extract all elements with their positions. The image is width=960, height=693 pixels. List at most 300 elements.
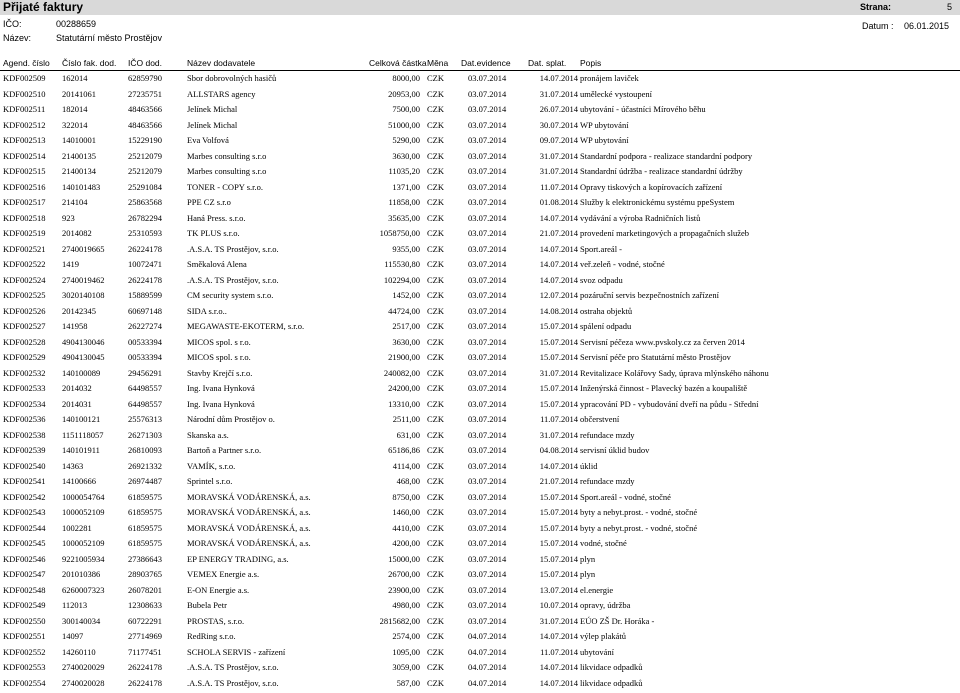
cell-agend-cislo: KDF002553 xyxy=(3,662,60,672)
cell-popis: Servisní péče pro Statutární město Prostějov xyxy=(580,352,958,362)
cell-nazev-dodavatele: Stavby Krejčí s.r.o. xyxy=(187,368,337,378)
table-row xyxy=(0,538,960,554)
cell-dat-evidence: 03.07.2014 xyxy=(468,104,520,114)
cell-celkova-castka: 8750,00 xyxy=(340,492,420,502)
cell-agend-cislo: KDF002516 xyxy=(3,182,60,192)
cell-nazev-dodavatele: TK PLUS s.r.o. xyxy=(187,228,337,238)
col-dat-splat: Dat. splat. xyxy=(528,58,566,69)
cell-agend-cislo: KDF002547 xyxy=(3,569,60,579)
cell-dat-evidence: 03.07.2014 xyxy=(468,461,520,471)
cell-mena: CZK xyxy=(427,259,459,269)
cell-ico-dod: 26810093 xyxy=(128,445,185,455)
ico-value: 00288659 xyxy=(56,19,96,30)
page-number: 5 xyxy=(947,0,952,15)
cell-nazev-dodavatele: MORAVSKÁ VODÁRENSKÁ, a.s. xyxy=(187,523,337,533)
cell-dat-evidence: 03.07.2014 xyxy=(468,213,520,223)
table-row xyxy=(0,631,960,647)
cell-dat-evidence: 03.07.2014 xyxy=(468,445,520,455)
cell-dat-evidence: 03.07.2014 xyxy=(468,244,520,254)
cell-nazev-dodavatele: Sprintel s.r.o. xyxy=(187,476,337,486)
cell-cislo-fak: 322014 xyxy=(62,120,126,130)
cell-agend-cislo: KDF002551 xyxy=(3,631,60,641)
cell-agend-cislo: KDF002528 xyxy=(3,337,60,347)
cell-dat-evidence: 03.07.2014 xyxy=(468,337,520,347)
table-row xyxy=(0,213,960,229)
cell-dat-evidence: 03.07.2014 xyxy=(468,523,520,533)
cell-nazev-dodavatele: Jelínek Michal xyxy=(187,120,337,130)
cell-nazev-dodavatele: Sbor dobrovolných hasičů xyxy=(187,73,337,83)
cell-dat-splat: 31.07.2014 xyxy=(528,89,578,99)
cell-dat-evidence: 03.07.2014 xyxy=(468,321,520,331)
cell-cislo-fak: 140101911 xyxy=(62,445,126,455)
cell-celkova-castka: 51000,00 xyxy=(340,120,420,130)
cell-agend-cislo: KDF002544 xyxy=(3,523,60,533)
table-row xyxy=(0,600,960,616)
table-row xyxy=(0,228,960,244)
cell-popis: plyn xyxy=(580,569,958,579)
cell-nazev-dodavatele: MORAVSKÁ VODÁRENSKÁ, a.s. xyxy=(187,538,337,548)
cell-cislo-fak: 14010001 xyxy=(62,135,126,145)
ico-label: IČO: xyxy=(3,19,22,30)
cell-dat-splat: 15.07.2014 xyxy=(528,383,578,393)
column-header-row xyxy=(0,58,960,69)
cell-dat-splat: 31.07.2014 xyxy=(528,368,578,378)
cell-dat-evidence: 03.07.2014 xyxy=(468,259,520,269)
cell-agend-cislo: KDF002513 xyxy=(3,135,60,145)
cell-nazev-dodavatele: Národní dům Prostějov o. xyxy=(187,414,337,424)
cell-cislo-fak: 1151118057 xyxy=(62,430,126,440)
cell-nazev-dodavatele: VEMEX Energie a.s. xyxy=(187,569,337,579)
cell-dat-splat: 14.07.2014 xyxy=(528,259,578,269)
cell-popis: plyn xyxy=(580,554,958,564)
cell-ico-dod: 64498557 xyxy=(128,399,185,409)
cell-dat-splat: 11.07.2014 xyxy=(528,182,578,192)
cell-agend-cislo: KDF002511 xyxy=(3,104,60,114)
cell-dat-evidence: 03.07.2014 xyxy=(468,151,520,161)
col-cislo-fak: Číslo fak. dod. xyxy=(62,58,116,69)
cell-popis: svoz odpadu xyxy=(580,275,958,285)
cell-popis: úklid xyxy=(580,461,958,471)
cell-celkova-castka: 587,00 xyxy=(340,678,420,688)
cell-dat-splat: 31.07.2014 xyxy=(528,430,578,440)
cell-dat-evidence: 03.07.2014 xyxy=(468,585,520,595)
table-row xyxy=(0,244,960,260)
cell-cislo-fak: 2014032 xyxy=(62,383,126,393)
cell-popis: WP ubytování xyxy=(580,120,958,130)
cell-dat-evidence: 03.07.2014 xyxy=(468,228,520,238)
cell-mena: CZK xyxy=(427,337,459,347)
report-title-bar xyxy=(0,0,960,15)
cell-ico-dod: 12308633 xyxy=(128,600,185,610)
cell-celkova-castka: 13310,00 xyxy=(340,399,420,409)
cell-mena: CZK xyxy=(427,151,459,161)
cell-cislo-fak: 21400135 xyxy=(62,151,126,161)
cell-dat-evidence: 03.07.2014 xyxy=(468,600,520,610)
cell-ico-dod: 48463566 xyxy=(128,120,185,130)
cell-nazev-dodavatele: ALLSTARS agency xyxy=(187,89,337,99)
cell-cislo-fak: 112013 xyxy=(62,600,126,610)
cell-celkova-castka: 21900,00 xyxy=(340,352,420,362)
cell-dat-evidence: 03.07.2014 xyxy=(468,182,520,192)
cell-agend-cislo: KDF002549 xyxy=(3,600,60,610)
cell-dat-splat: 11.07.2014 xyxy=(528,414,578,424)
cell-agend-cislo: KDF002532 xyxy=(3,368,60,378)
cell-dat-splat: 09.07.2014 xyxy=(528,135,578,145)
cell-agend-cislo: KDF002543 xyxy=(3,507,60,517)
cell-popis: spálení odpadu xyxy=(580,321,958,331)
cell-popis: vodné, stočné xyxy=(580,538,958,548)
table-row xyxy=(0,585,960,601)
cell-mena: CZK xyxy=(427,616,459,626)
cell-dat-splat: 14.07.2014 xyxy=(528,662,578,672)
cell-dat-splat: 14.07.2014 xyxy=(528,73,578,83)
cell-popis: byty a nebyt.prost. - vodné, stočné xyxy=(580,507,958,517)
cell-cislo-fak: 6260007323 xyxy=(62,585,126,595)
cell-ico-dod: 60697148 xyxy=(128,306,185,316)
cell-celkova-castka: 20953,00 xyxy=(340,89,420,99)
cell-agend-cislo: KDF002546 xyxy=(3,554,60,564)
cell-dat-evidence: 04.07.2014 xyxy=(468,662,520,672)
cell-popis: WP ubytování xyxy=(580,135,958,145)
cell-celkova-castka: 2517,00 xyxy=(340,321,420,331)
cell-nazev-dodavatele: EP ENERGY TRADING, a.s. xyxy=(187,554,337,564)
cell-mena: CZK xyxy=(427,228,459,238)
cell-cislo-fak: 140100121 xyxy=(62,414,126,424)
col-dat-evidence: Dat.evidence xyxy=(461,58,511,69)
cell-nazev-dodavatele: PPE CZ s.r.o xyxy=(187,197,337,207)
cell-agend-cislo: KDF002521 xyxy=(3,244,60,254)
cell-dat-evidence: 03.07.2014 xyxy=(468,383,520,393)
cell-cislo-fak: 9221005934 xyxy=(62,554,126,564)
cell-cislo-fak: 2740020029 xyxy=(62,662,126,672)
cell-dat-splat: 15.07.2014 xyxy=(528,337,578,347)
cell-popis: vydávání a výroba Radničních listů xyxy=(580,213,958,223)
cell-agend-cislo: KDF002554 xyxy=(3,678,60,688)
cell-cislo-fak: 140100089 xyxy=(62,368,126,378)
cell-agend-cislo: KDF002526 xyxy=(3,306,60,316)
cell-agend-cislo: KDF002529 xyxy=(3,352,60,362)
cell-popis: Sport.areál - xyxy=(580,244,958,254)
cell-celkova-castka: 4200,00 xyxy=(340,538,420,548)
cell-cislo-fak: 923 xyxy=(62,213,126,223)
cell-celkova-castka: 240082,00 xyxy=(340,368,420,378)
cell-popis: veř.zeleň - vodné, stočné xyxy=(580,259,958,269)
cell-dat-evidence: 04.07.2014 xyxy=(468,678,520,688)
cell-dat-evidence: 03.07.2014 xyxy=(468,430,520,440)
cell-mena: CZK xyxy=(427,73,459,83)
cell-cislo-fak: 2014082 xyxy=(62,228,126,238)
cell-mena: CZK xyxy=(427,399,459,409)
cell-dat-evidence: 03.07.2014 xyxy=(468,616,520,626)
cell-popis: Revitalizace Kolářovy Sady, úprava mlýnského náhonu xyxy=(580,368,958,378)
cell-dat-evidence: 03.07.2014 xyxy=(468,368,520,378)
cell-agend-cislo: KDF002534 xyxy=(3,399,60,409)
cell-popis: Služby k elektronickému systému ppeSystem xyxy=(580,197,958,207)
cell-mena: CZK xyxy=(427,538,459,548)
cell-mena: CZK xyxy=(427,213,459,223)
header-rule xyxy=(0,70,960,71)
cell-celkova-castka: 468,00 xyxy=(340,476,420,486)
cell-ico-dod: 26224178 xyxy=(128,244,185,254)
col-popis: Popis xyxy=(580,58,601,69)
cell-nazev-dodavatele: PROSTAS, s.r.o. xyxy=(187,616,337,626)
table-row xyxy=(0,321,960,337)
cell-dat-evidence: 03.07.2014 xyxy=(468,414,520,424)
cell-ico-dod: 27235751 xyxy=(128,89,185,99)
cell-nazev-dodavatele: CM security system s.r.o. xyxy=(187,290,337,300)
cell-dat-evidence: 03.07.2014 xyxy=(468,135,520,145)
cell-mena: CZK xyxy=(427,352,459,362)
cell-dat-evidence: 03.07.2014 xyxy=(468,197,520,207)
cell-nazev-dodavatele: Směkalová Alena xyxy=(187,259,337,269)
cell-celkova-castka: 102294,00 xyxy=(340,275,420,285)
cell-popis: provedení marketingových a propagačních služeb xyxy=(580,228,958,238)
cell-dat-splat: 15.07.2014 xyxy=(528,569,578,579)
cell-celkova-castka: 115530,80 xyxy=(340,259,420,269)
cell-agend-cislo: KDF002519 xyxy=(3,228,60,238)
cell-agend-cislo: KDF002541 xyxy=(3,476,60,486)
cell-dat-splat: 13.07.2014 xyxy=(528,585,578,595)
cell-ico-dod: 25291084 xyxy=(128,182,185,192)
cell-cislo-fak: 1002281 xyxy=(62,523,126,533)
cell-popis: Sport.areál - vodné, stočné xyxy=(580,492,958,502)
cell-dat-splat: 15.07.2014 xyxy=(528,507,578,517)
cell-nazev-dodavatele: Skanska a.s. xyxy=(187,430,337,440)
cell-ico-dod: 25576313 xyxy=(128,414,185,424)
cell-popis: ubytování xyxy=(580,647,958,657)
cell-ico-dod: 26224178 xyxy=(128,678,185,688)
cell-nazev-dodavatele: Bartoň a Partner s.r.o. xyxy=(187,445,337,455)
cell-celkova-castka: 4410,00 xyxy=(340,523,420,533)
cell-ico-dod: 48463566 xyxy=(128,104,185,114)
cell-agend-cislo: KDF002542 xyxy=(3,492,60,502)
cell-cislo-fak: 1419 xyxy=(62,259,126,269)
cell-dat-splat: 12.07.2014 xyxy=(528,290,578,300)
cell-agend-cislo: KDF002515 xyxy=(3,166,60,176)
cell-dat-splat: 04.08.2014 xyxy=(528,445,578,455)
cell-dat-evidence: 04.07.2014 xyxy=(468,631,520,641)
cell-cislo-fak: 20141061 xyxy=(62,89,126,99)
cell-nazev-dodavatele: E-ON Energie a.s. xyxy=(187,585,337,595)
cell-nazev-dodavatele: MICOS spol. s r.o. xyxy=(187,337,337,347)
cell-celkova-castka: 2574,00 xyxy=(340,631,420,641)
cell-nazev-dodavatele: RedRing s.r.o. xyxy=(187,631,337,641)
table-row xyxy=(0,89,960,105)
cell-dat-evidence: 03.07.2014 xyxy=(468,569,520,579)
cell-cislo-fak: 140101483 xyxy=(62,182,126,192)
cell-celkova-castka: 1452,00 xyxy=(340,290,420,300)
cell-mena: CZK xyxy=(427,476,459,486)
cell-mena: CZK xyxy=(427,662,459,672)
cell-cislo-fak: 14100666 xyxy=(62,476,126,486)
cell-nazev-dodavatele: .A.S.A. TS Prostějov, s.r.o. xyxy=(187,662,337,672)
cell-dat-evidence: 03.07.2014 xyxy=(468,275,520,285)
cell-popis: Opravy tiskových a kopírovacích zařízení xyxy=(580,182,958,192)
table-row xyxy=(0,368,960,384)
cell-dat-evidence: 03.07.2014 xyxy=(468,89,520,99)
cell-cislo-fak: 3020140108 xyxy=(62,290,126,300)
cell-cislo-fak: 201010386 xyxy=(62,569,126,579)
col-agend-cislo: Agend. číslo xyxy=(3,58,50,69)
table-row xyxy=(0,73,960,89)
cell-mena: CZK xyxy=(427,678,459,688)
cell-mena: CZK xyxy=(427,104,459,114)
cell-ico-dod: 61859575 xyxy=(128,538,185,548)
cell-celkova-castka: 3059,00 xyxy=(340,662,420,672)
cell-cislo-fak: 2014031 xyxy=(62,399,126,409)
cell-dat-evidence: 03.07.2014 xyxy=(468,166,520,176)
cell-ico-dod: 26227274 xyxy=(128,321,185,331)
cell-dat-splat: 10.07.2014 xyxy=(528,600,578,610)
cell-mena: CZK xyxy=(427,306,459,316)
cell-ico-dod: 25212079 xyxy=(128,151,185,161)
table-row xyxy=(0,166,960,182)
table-row xyxy=(0,259,960,275)
col-mena: Měna xyxy=(427,58,448,69)
cell-popis: Inženýrská činnost - Plavecký bazén a koupaliště xyxy=(580,383,958,393)
datum-label: Datum : xyxy=(862,21,894,32)
cell-ico-dod: 61859575 xyxy=(128,492,185,502)
cell-dat-evidence: 03.07.2014 xyxy=(468,554,520,564)
cell-mena: CZK xyxy=(427,445,459,455)
cell-cislo-fak: 21400134 xyxy=(62,166,126,176)
cell-ico-dod: 61859575 xyxy=(128,507,185,517)
cell-cislo-fak: 1000052109 xyxy=(62,538,126,548)
cell-ico-dod: 29456291 xyxy=(128,368,185,378)
cell-celkova-castka: 65186,86 xyxy=(340,445,420,455)
cell-dat-evidence: 03.07.2014 xyxy=(468,476,520,486)
cell-ico-dod: 00533394 xyxy=(128,337,185,347)
table-row xyxy=(0,352,960,368)
cell-agend-cislo: KDF002552 xyxy=(3,647,60,657)
cell-agend-cislo: KDF002540 xyxy=(3,461,60,471)
cell-ico-dod: 26974487 xyxy=(128,476,185,486)
cell-agend-cislo: KDF002536 xyxy=(3,414,60,424)
nazev-value: Statutární město Prostějov xyxy=(56,33,162,44)
cell-popis: ostraha objektů xyxy=(580,306,958,316)
cell-celkova-castka: 9355,00 xyxy=(340,244,420,254)
cell-agend-cislo: KDF002550 xyxy=(3,616,60,626)
cell-dat-splat: 21.07.2014 xyxy=(528,476,578,486)
cell-popis: občerstvení xyxy=(580,414,958,424)
col-ico-dod: IČO dod. xyxy=(128,58,162,69)
cell-popis: Servisní péčeza www.pvskoly.cz za červen 2014 xyxy=(580,337,958,347)
cell-celkova-castka: 11035,20 xyxy=(340,166,420,176)
datum-value: 06.01.2015 xyxy=(904,21,949,32)
cell-mena: CZK xyxy=(427,523,459,533)
cell-cislo-fak: 141958 xyxy=(62,321,126,331)
cell-popis: refundace mzdy xyxy=(580,430,958,440)
table-row xyxy=(0,399,960,415)
cell-ico-dod: 62859790 xyxy=(128,73,185,83)
cell-agend-cislo: KDF002524 xyxy=(3,275,60,285)
cell-ico-dod: 25212079 xyxy=(128,166,185,176)
cell-mena: CZK xyxy=(427,166,459,176)
cell-agend-cislo: KDF002514 xyxy=(3,151,60,161)
table-row xyxy=(0,678,960,693)
cell-nazev-dodavatele: .A.S.A. TS Prostějov, s.r.o. xyxy=(187,275,337,285)
cell-nazev-dodavatele: SIDA s.r.o.. xyxy=(187,306,337,316)
cell-dat-evidence: 03.07.2014 xyxy=(468,306,520,316)
cell-popis: likvidace odpadků xyxy=(580,678,958,688)
cell-cislo-fak: 20142345 xyxy=(62,306,126,316)
cell-mena: CZK xyxy=(427,368,459,378)
cell-ico-dod: 71177451 xyxy=(128,647,185,657)
cell-agend-cislo: KDF002548 xyxy=(3,585,60,595)
cell-mena: CZK xyxy=(427,244,459,254)
cell-dat-splat: 15.07.2014 xyxy=(528,399,578,409)
cell-popis: pozáruční servis bezpečnostních zařízení xyxy=(580,290,958,300)
cell-dat-evidence: 04.07.2014 xyxy=(468,647,520,657)
cell-mena: CZK xyxy=(427,461,459,471)
cell-dat-evidence: 03.07.2014 xyxy=(468,73,520,83)
page-label: Strana: xyxy=(860,0,891,15)
cell-cislo-fak: 14097 xyxy=(62,631,126,641)
cell-ico-dod: 10072471 xyxy=(128,259,185,269)
cell-popis: EÚO ZŠ Dr. Horáka - xyxy=(580,616,958,626)
cell-dat-evidence: 03.07.2014 xyxy=(468,120,520,130)
cell-mena: CZK xyxy=(427,120,459,130)
cell-agend-cislo: KDF002517 xyxy=(3,197,60,207)
cell-dat-splat: 31.07.2014 xyxy=(528,151,578,161)
cell-celkova-castka: 8000,00 xyxy=(340,73,420,83)
cell-nazev-dodavatele: Ing. Ivana Hynková xyxy=(187,399,337,409)
cell-celkova-castka: 3630,00 xyxy=(340,151,420,161)
cell-ico-dod: 26271303 xyxy=(128,430,185,440)
table-row xyxy=(0,616,960,632)
report-title: Přijaté faktury xyxy=(3,0,83,15)
cell-dat-splat: 31.07.2014 xyxy=(528,616,578,626)
cell-nazev-dodavatele: SCHOLA SERVIS - zařízení xyxy=(187,647,337,657)
cell-celkova-castka: 11858,00 xyxy=(340,197,420,207)
cell-cislo-fak: 4904130045 xyxy=(62,352,126,362)
cell-dat-evidence: 03.07.2014 xyxy=(468,352,520,362)
cell-nazev-dodavatele: MICOS spol. s r.o. xyxy=(187,352,337,362)
cell-celkova-castka: 44724,00 xyxy=(340,306,420,316)
cell-mena: CZK xyxy=(427,414,459,424)
cell-popis: Standardní údržba - realizace standardní údržby xyxy=(580,166,958,176)
table-row xyxy=(0,430,960,446)
cell-dat-splat: 15.07.2014 xyxy=(528,554,578,564)
cell-celkova-castka: 23900,00 xyxy=(340,585,420,595)
cell-dat-evidence: 03.07.2014 xyxy=(468,538,520,548)
cell-mena: CZK xyxy=(427,182,459,192)
cell-dat-splat: 15.07.2014 xyxy=(528,523,578,533)
cell-agend-cislo: KDF002522 xyxy=(3,259,60,269)
cell-nazev-dodavatele: Jelínek Michal xyxy=(187,104,337,114)
cell-dat-splat: 15.07.2014 xyxy=(528,321,578,331)
cell-dat-evidence: 03.07.2014 xyxy=(468,507,520,517)
cell-dat-splat: 14.07.2014 xyxy=(528,631,578,641)
cell-ico-dod: 60722291 xyxy=(128,616,185,626)
cell-mena: CZK xyxy=(427,647,459,657)
table-row xyxy=(0,647,960,663)
table-row xyxy=(0,445,960,461)
cell-dat-splat: 30.07.2014 xyxy=(528,120,578,130)
cell-celkova-castka: 1460,00 xyxy=(340,507,420,517)
cell-dat-splat: 14.07.2014 xyxy=(528,275,578,285)
cell-cislo-fak: 214104 xyxy=(62,197,126,207)
cell-cislo-fak: 1000052109 xyxy=(62,507,126,517)
cell-nazev-dodavatele: Eva Volfová xyxy=(187,135,337,145)
cell-cislo-fak: 162014 xyxy=(62,73,126,83)
table-row xyxy=(0,135,960,151)
cell-popis: ubytování - účastníci Mírového běhu xyxy=(580,104,958,114)
cell-mena: CZK xyxy=(427,600,459,610)
cell-popis: el.energie xyxy=(580,585,958,595)
cell-mena: CZK xyxy=(427,321,459,331)
cell-dat-splat: 14.08.2014 xyxy=(528,306,578,316)
